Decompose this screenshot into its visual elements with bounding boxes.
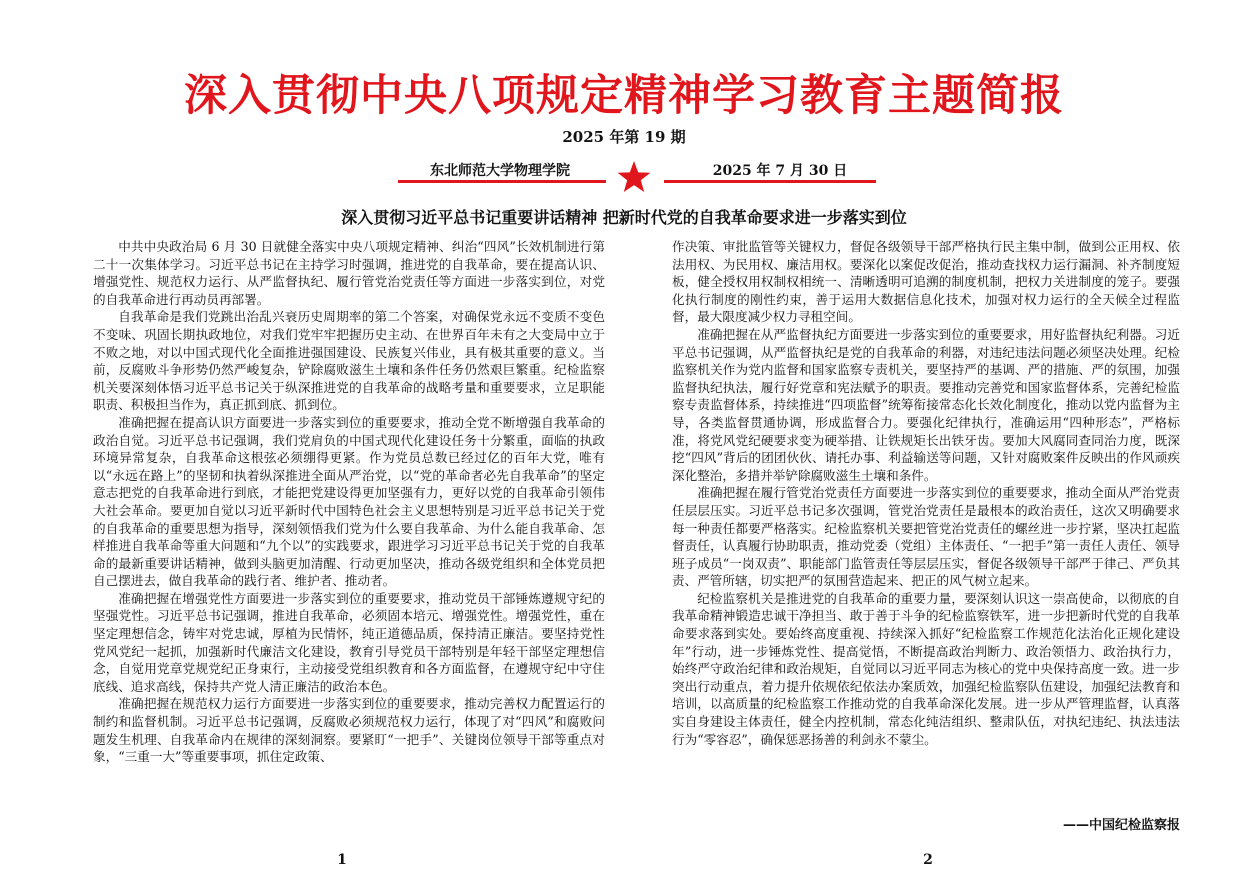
page-number-right: 2 <box>923 852 933 868</box>
page-number-left: 1 <box>337 852 347 868</box>
left-red-rule <box>398 180 606 183</box>
article-title: 深入贯彻习近平总书记重要讲话精神 把新时代党的自我革命要求进一步落实到位 <box>341 208 907 227</box>
right-red-rule <box>664 180 876 183</box>
paragraph: 纪检监察机关是推进党的自我革命的重要力量，要深刻认识这一崇高使命，以彻底的自我革命精神锻造忠诚干净担当、敢于善于斗争的纪检监察铁军，进一步把新时代党的自我革命要求落到实处。要始终高度重视、持续深入抓好“纪检监察工作规范化法治化正规化建设年”行动，进一步锤炼党性、提高觉悟，不断提高政治判断力、政治领悟力、政治执行力，始终严守政治纪律和政治规矩，自觉同以习近平同志为核心的党中央保持高度一致。进一步突出行动重点，着力提升依规依纪依法办案质效，加强纪检监察队伍建设，加强纪法教育和培训，以高质量的纪检监察工作推动党的自我革命深化发展。进一步从严管理监督，认真落实自身建设主体责任，健全内控机制，常态化纯洁组织、整肃队伍，对执纪违纪、执法违法行为“零容忍”，确保惩恶扬善的利剑永不蒙尘。 <box>672 590 1180 747</box>
paragraph: 准确把握在增强党性方面要进一步落实到位的重要要求，推动党员干部锤炼遵规守纪的坚强党性。习近平总书记强调，推进自我革命，必须固本培元、增强党性。增强党性，重在坚定理想信念，铸牢对党忠诚，厚植为民情怀，纯正道德品质，保持清正廉洁。要坚持党性党风党纪一起抓，加强新时代廉洁文化建设，教育引导党员干部特别是年轻干部坚定理想信念，自觉用党章党规党纪正身束行，主动接受党组织教育和各方面监督，在遵规守纪中守住底线、追求高线，保持共产党人清正廉洁的政治本色。 <box>93 590 605 694</box>
issue-number: 2025 年第 19 期 <box>562 128 686 146</box>
paragraph: 准确把握在从严监督执纪方面要进一步落实到位的重要要求，用好监督执纪利器。习近平总书记强调，从严监督执纪是党的自我革命的利器，对违纪违法问题必须坚决处理。纪检监察机关作为党内监督和国家监察专责机关，要坚持严的基调、严的措施、严的氛围，加强监督执纪执法，履行好党章和宪法赋予的职责。要推动完善党和国家监督体系，完善纪检监察专责监督体系，持续推进“四项监督”统筹衔接常态化长效化制度化，推动以党内监督为主导，各类监督贯通协调，形成监督合力。要强化纪律执行，准确运用“四种形态”，严格标准，将党风党纪硬要求变为硬举措、让铁规矩长出铁牙齿。要加大风腐同查同治力度，既深挖“四风”背后的团团伙伙、请托办事、利益输送等问题，又针对腐败案件反映出的作风顽疾深化整治，多措并举铲除腐败滋生土壤和条件。 <box>672 326 1180 483</box>
paragraph: 作决策、审批监管等关键权力，督促各级领导干部严格执行民主集中制，做到公正用权、依法用权、为民用权、廉洁用权。要深化以案促改促治，推动查找权力运行漏洞、补齐制度短板，健全授权用权制权相统一、清晰透明可追溯的制度机制，把权力关进制度的笼子。要强化执行制度的刚性约束，善于运用大数据信息化技术，加强对权力运行的全天候全过程监督，最大限度减少权力寻租空间。 <box>672 239 1180 325</box>
star-icon <box>616 160 652 194</box>
paragraph: 自我革命是我们党跳出治乱兴衰历史周期率的第二个答案，对确保党永远不变质不变色不变味、巩固长期执政地位，对我们党牢牢把握历史主动、在世界百年未有之大变局中立于不败之地，对以中国式现代化全面推进强国建设、民族复兴伟业，具有极其重要的意义。当前，反腐败斗争形势仍然严峻复杂，铲除腐败滋生土壤和条件任务仍然艰巨繁重。纪检监察机关要深刻体悟习近平总书记关于纵深推进党的自我革命的战略考量和重要要求，立足职能职责、积极担当作为，真正抓到底、抓到位。 <box>93 309 605 413</box>
department-name: 东北师范大学物理学院 <box>430 163 570 179</box>
masthead-title: 深入贯彻中央八项规定精神学习教育主题简报 <box>184 71 1064 121</box>
right-column <box>672 238 1180 828</box>
issue-date: 2025 年 7 月 30 日 <box>712 163 848 179</box>
paragraph: 准确把握在履行管党治党责任方面要进一步落实到位的重要要求，推动全面从严治党责任层层压实。习近平总书记多次强调，管党治党责任是最根本的政治责任，这次又明确要求每一种责任都要严格落实。纪检监察机关要把管党治党责任的螺丝进一步拧紧，坚决扛起监督责任，认真履行协助职责，推动党委（党组）主体责任、“一把手”第一责任人责任、领导班子成员“一岗双责”、职能部门监管责任等层层压实，督促各级领导干部严于律己、严负其责、严管所辖，切实把严的氛围营造起来、把正的风气树立起来。 <box>672 485 1180 589</box>
paragraph: 准确把握在规范权力运行方面要进一步落实到位的重要要求，推动完善权力配置运行的制约和监督机制。习近平总书记强调，反腐败必须规范权力运行，体现了对“四风”和腐败问题发生机理、自我革命内在规律的深刻洞察。要紧盯“一把手”、关键岗位领导干部等重点对象，“三重一大”等重要事项，抓住定政策、 <box>93 696 605 765</box>
article-source: ——中国纪检监察报 <box>1062 818 1180 833</box>
paragraph: 中共中央政治局 6 月 30 日就健全落实中央八项规定精神、纠治“四风”长效机制进行第二十一次集体学习。习近平总书记在主持学习时强调，推进党的自我革命，要在提高认识、增强党性、规范权力运行、从严监督执纪、履行管党治党责任等方面进一步落实到位，对党的自我革命进行再动员再部署。 <box>93 239 605 307</box>
paragraph: 准确把握在提高认识方面要进一步落实到位的重要要求，推动全党不断增强自我革命的政治自觉。习近平总书记强调，我们党肩负的中国式现代化建设任务十分繁重，面临的执政环境异常复杂，自我革命这根弦必须绷得更紧。作为党员总数已经过亿的百年大党，唯有以“永远在路上”的坚韧和执着纵深推进全面从严治党，以“党的革命者必先自我革命”的坚定意志把党的自我革命进行到底，才能把党建设得更加坚强有力，更好以党的自我革命引领伟大社会革命。要更加自觉以习近平新时代中国特色社会主义思想特别是习近平总书记关于党的自我革命的重要思想为指导，深刻领悟我们党为什么要自我革命、为什么能自我革命、怎样推进自我革命等重大问题和“九个以”的实践要求，跟进学习习近平总书记关于党的自我革命的最新重要讲话精神，做到头脑更加清醒、行动更加坚决，推动各级党组织和全体党员把自己摆进去，做自我革命的践行者、维护者、推动者。 <box>93 414 605 589</box>
left-column <box>93 238 605 828</box>
